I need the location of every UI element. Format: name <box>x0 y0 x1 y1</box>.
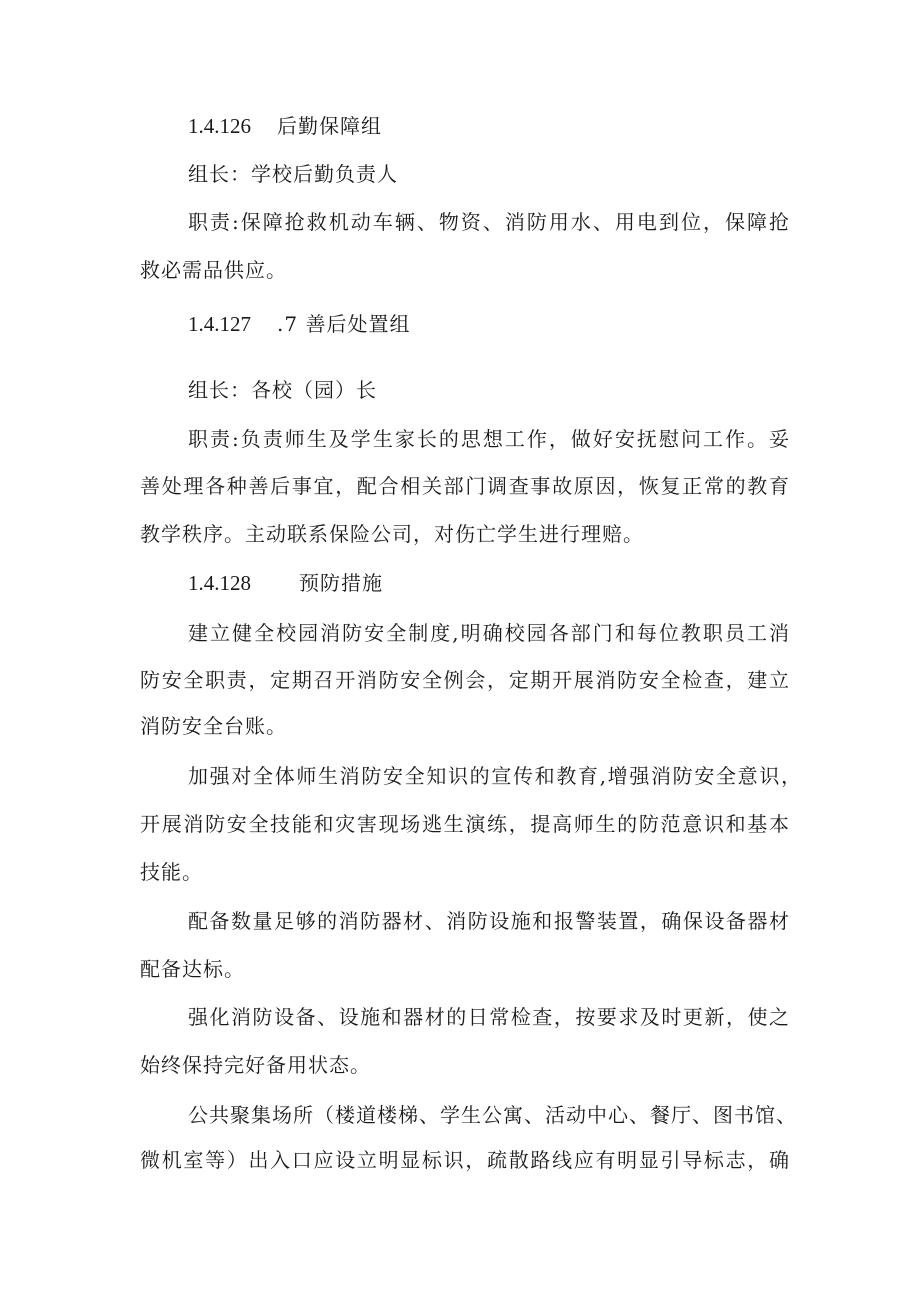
duty-line: 善处理各种善后事宜，配合相关部门调查事故原因，恢复正常的教育 <box>140 474 790 498</box>
duty-line: 教学秩序。主动联系保险公司，对伤亡学生进行理赔。 <box>140 522 644 546</box>
paragraph-line: 消防安全台账。 <box>140 714 287 738</box>
section-title: 预防措施 <box>299 571 383 595</box>
section-title: 后勤保障组 <box>277 114 382 138</box>
leader-line: 组长：各校（园）长 <box>188 378 377 402</box>
section-title: .7 善后处置组 <box>277 312 411 336</box>
duty-line: 职责:保障抢救机动车辆、物资、消防用水、用电到位，保障抢 <box>188 210 790 234</box>
paragraph-line: 微机室等）出入口应设立明显标识，疏散路线应有明显引导标志，确 <box>140 1148 790 1172</box>
paragraph-line: 配备数量足够的消防器材、消防设施和报警装置，确保设备器材 <box>188 909 790 933</box>
paragraph-line: 技能。 <box>140 860 203 884</box>
paragraph-line: 防安全职责，定期召开消防安全例会，定期开展消防安全检查，建立 <box>140 668 790 692</box>
paragraph-line: 加强对全体师生消防安全知识的宣传和教育,增强消防安全意识， <box>188 764 802 788</box>
paragraph-line: 配备达标。 <box>140 957 245 981</box>
paragraph-line: 强化消防设备、设施和器材的日常检查，按要求及时更新，使之 <box>188 1005 790 1029</box>
paragraph-line: 建立健全校园消防安全制度,明确校园各部门和每位教职员工消 <box>188 621 790 645</box>
leader-line: 组长：学校后勤负责人 <box>188 162 398 186</box>
section-heading <box>188 112 838 140</box>
paragraph-line: 始终保持完好备用状态。 <box>140 1053 371 1077</box>
section-number: 1.4.127 <box>188 312 251 336</box>
paragraph-line: 开展消防安全技能和灾害现场逃生演练，提高师生的防范意识和基本 <box>140 812 790 836</box>
section-heading <box>188 310 838 338</box>
section-number: 1.4.126 <box>188 114 251 138</box>
duty-line: 救必需品供应。 <box>140 258 287 282</box>
section-heading <box>188 569 838 597</box>
paragraph-line: 公共聚集场所（楼道楼梯、学生公寓、活动中心、餐厅、图书馆、 <box>188 1103 797 1127</box>
section-number: 1.4.128 <box>188 571 251 595</box>
duty-line: 职责:负责师生及学生家长的思想工作，做好安抚慰问工作。妥 <box>188 427 790 451</box>
